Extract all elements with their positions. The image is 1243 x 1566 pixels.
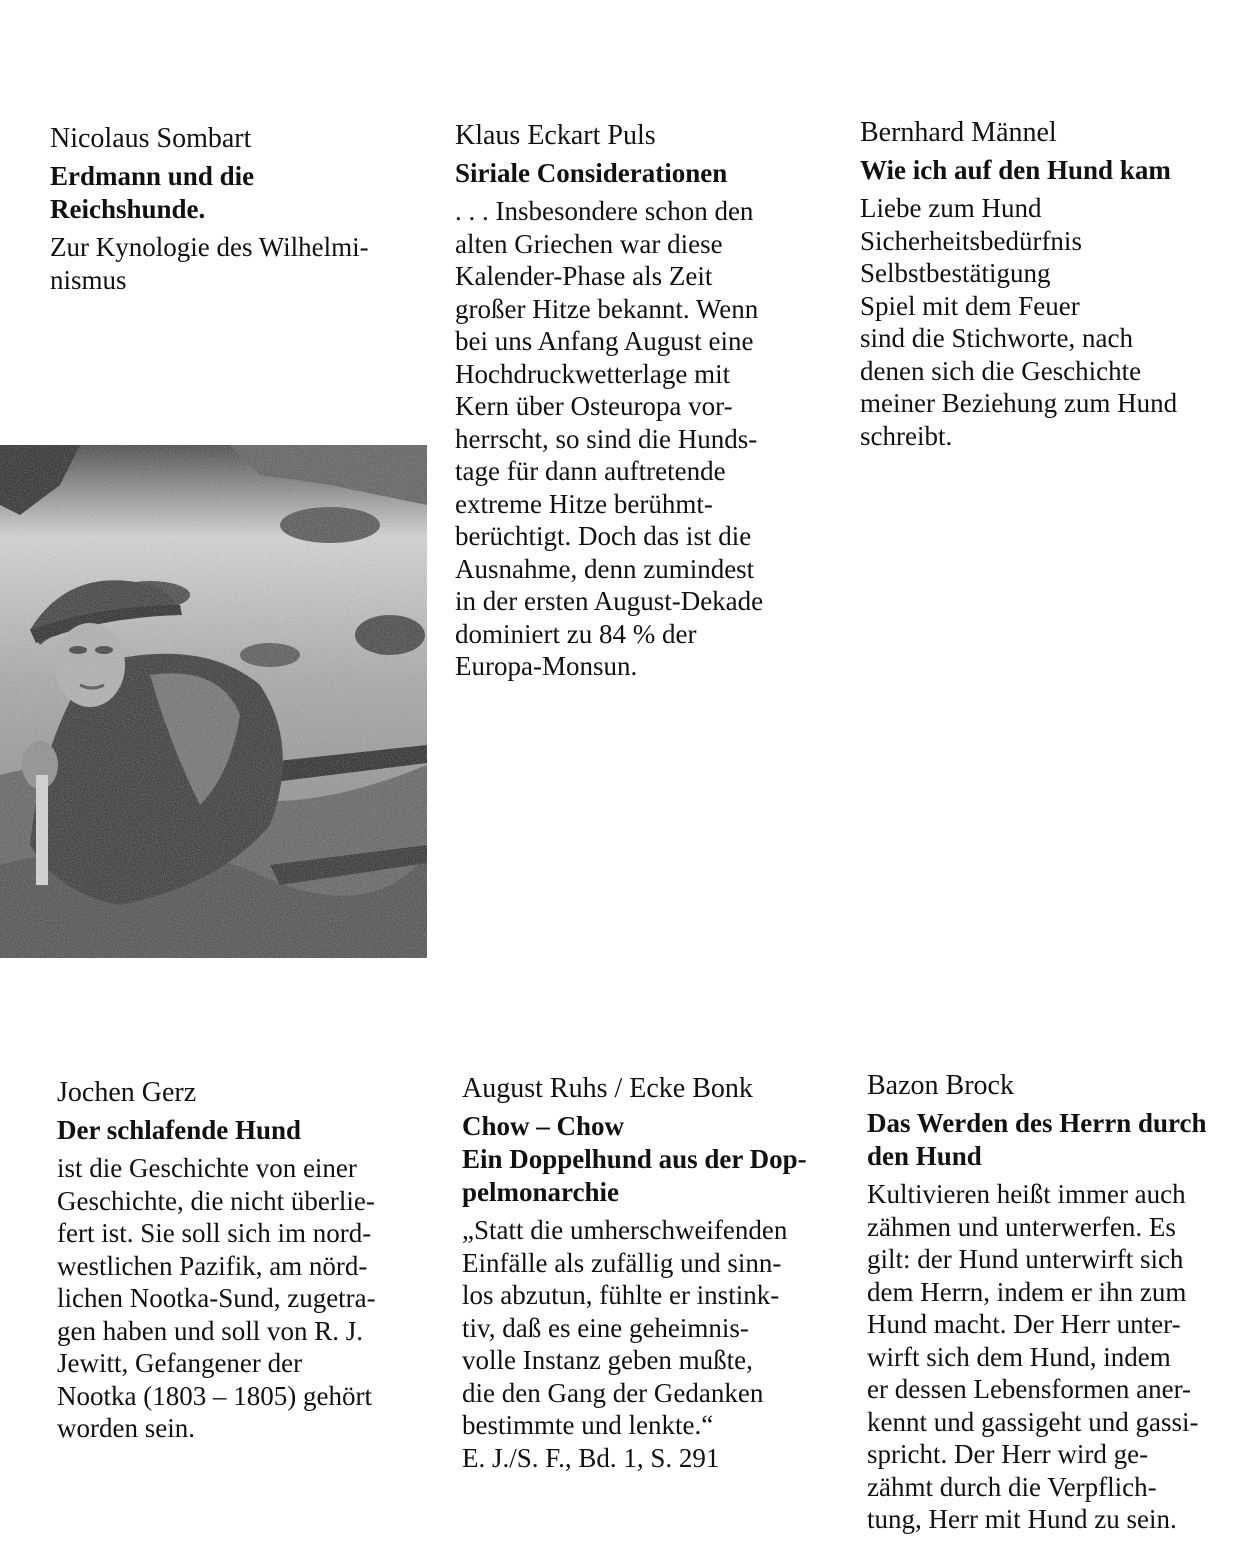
body-line: kennt und gassigeht und gassi-: [867, 1406, 1199, 1437]
body-line: wirft sich dem Hund, indem: [867, 1341, 1171, 1372]
body-line: gilt: der Hund unterwirft sich: [867, 1244, 1184, 1274]
body-line: bestimmte und lenkte.“: [462, 1410, 714, 1440]
body-line: Kultivieren heißt immer auch: [867, 1179, 1186, 1209]
title-line: Erdmann und die: [50, 161, 255, 191]
author-name: Klaus Eckart Puls: [455, 120, 656, 151]
entry-body: [50, 231, 369, 296]
entry-title: [50, 160, 369, 226]
author-name: August Ruhs / Ecke Bonk: [462, 1073, 753, 1104]
author-name: Jochen Gerz: [57, 1077, 197, 1108]
title-line: Reichshunde.: [50, 194, 206, 224]
entry-maennel: [860, 116, 1177, 452]
body-line: E. J./S. F., Bd. 1, S. 291: [462, 1442, 720, 1473]
entry-body: [455, 195, 763, 683]
body-line: los abzutun, fühlte er instink-: [462, 1280, 780, 1310]
body-line: Liebe zum Hund: [860, 193, 1042, 223]
title-line: pelmonarchie: [462, 1177, 619, 1207]
entry-title: [57, 1114, 376, 1147]
body-line: tage für dann auftretende: [455, 456, 726, 486]
author-name: Bazon Brock: [867, 1070, 1014, 1101]
body-line: dem Herrn, indem er ihn zum: [867, 1276, 1187, 1307]
body-line: extreme Hitze berühmt-: [455, 488, 713, 519]
body-line: spricht. Der Herr wird ge-: [867, 1439, 1149, 1469]
body-line: Selbstbestätigung: [860, 258, 1051, 288]
body-line: Kern über Osteuropa vor-: [455, 391, 733, 421]
body-line: . . . Insbesondere schon den: [455, 196, 754, 226]
title-line: Wie ich auf den Hund kam: [860, 155, 1171, 185]
body-line: bei uns Anfang August eine: [455, 326, 754, 356]
body-line: fert ist. Sie soll sich im nord-: [57, 1218, 372, 1248]
body-line: Spiel mit dem Feuer: [860, 290, 1080, 321]
entry-body: [860, 192, 1177, 452]
entry-ruhs-bonk: [462, 1072, 807, 1474]
body-line: in der ersten August-Dekade: [455, 586, 764, 616]
entry-body: [57, 1152, 376, 1445]
title-line: Das Werden des Herrn durch: [867, 1108, 1207, 1138]
body-line: Geschichte, die nicht überlie-: [57, 1185, 375, 1216]
title-line: Der schlafende Hund: [57, 1115, 302, 1145]
body-line: Europa-Monsun.: [455, 651, 638, 681]
body-line: Jewitt, Gefangener der: [57, 1348, 303, 1378]
body-line: die den Gang der Gedanken: [462, 1377, 764, 1408]
body-line: zähmt durch die Verpflich-: [867, 1471, 1157, 1502]
body-line: meiner Beziehung zum Hund: [860, 388, 1178, 418]
body-line: dominiert zu 84 % der: [455, 618, 697, 649]
entry-body: [867, 1178, 1207, 1536]
body-line: nismus: [50, 264, 127, 295]
body-line: sind die Stichworte, nach: [860, 323, 1133, 353]
body-line: alten Griechen war diese: [455, 228, 723, 259]
entry-title: [462, 1110, 807, 1209]
body-line: „Statt die umherschweifenden: [462, 1215, 788, 1245]
body-line: Hund macht. Der Herr unter-: [867, 1309, 1181, 1339]
body-line: Nootka (1803 – 1805) gehört: [57, 1380, 372, 1411]
body-line: Einfälle als zufällig und sinn-: [462, 1247, 782, 1278]
body-line: Ausnahme, denn zumindest: [455, 553, 755, 584]
body-line: worden sein.: [57, 1413, 195, 1443]
entry-title: [455, 157, 763, 190]
soldier-photo: [0, 445, 427, 958]
body-line: er dessen Lebensformen aner-: [867, 1374, 1192, 1404]
body-line: westlichen Pazifik, am nörd-: [57, 1250, 368, 1281]
entry-brock: [867, 1069, 1207, 1536]
body-line: denen sich die Geschichte: [860, 355, 1142, 386]
title-line: den Hund: [867, 1141, 982, 1171]
body-line: gen haben und soll von R. J.: [57, 1315, 363, 1346]
title-line: Siriale Considerationen: [455, 158, 728, 188]
body-line: lichen Nootka-Sund, zugetra-: [57, 1283, 376, 1313]
title-line: Ein Doppelhund aus der Dop-: [462, 1144, 807, 1174]
body-line: Sicherheitsbedürfnis: [860, 225, 1082, 256]
entry-title: [860, 154, 1177, 187]
body-line: Hochdruckwetterlage mit: [455, 358, 731, 389]
body-line: Kalender-Phase als Zeit: [455, 261, 713, 291]
body-line: großer Hitze bekannt. Wenn: [455, 293, 759, 324]
body-line: herrscht, so sind die Hunds-: [455, 423, 758, 454]
body-line: schreibt.: [860, 420, 953, 451]
body-line: ist die Geschichte von einer: [57, 1153, 357, 1183]
author-name: Nicolaus Sombart: [50, 123, 252, 154]
body-line: tung, Herr mit Hund zu sein.: [867, 1504, 1177, 1534]
entry-gerz: [57, 1076, 376, 1445]
entry-body: [462, 1214, 807, 1474]
title-line: Chow – Chow: [462, 1111, 625, 1141]
body-line: Zur Kynologie des Wilhelmi-: [50, 232, 369, 262]
body-line: tiv, daß es eine geheimnis-: [462, 1312, 749, 1343]
entry-sombart: [50, 122, 369, 296]
entry-title: [867, 1107, 1207, 1173]
body-line: volle Instanz geben mußte,: [462, 1345, 753, 1375]
entry-puls: [455, 119, 763, 683]
body-line: berüchtigt. Doch das ist die: [455, 521, 752, 551]
body-line: zähmen und unterwerfen. Es: [867, 1211, 1176, 1242]
author-name: Bernhard Männel: [860, 117, 1057, 148]
